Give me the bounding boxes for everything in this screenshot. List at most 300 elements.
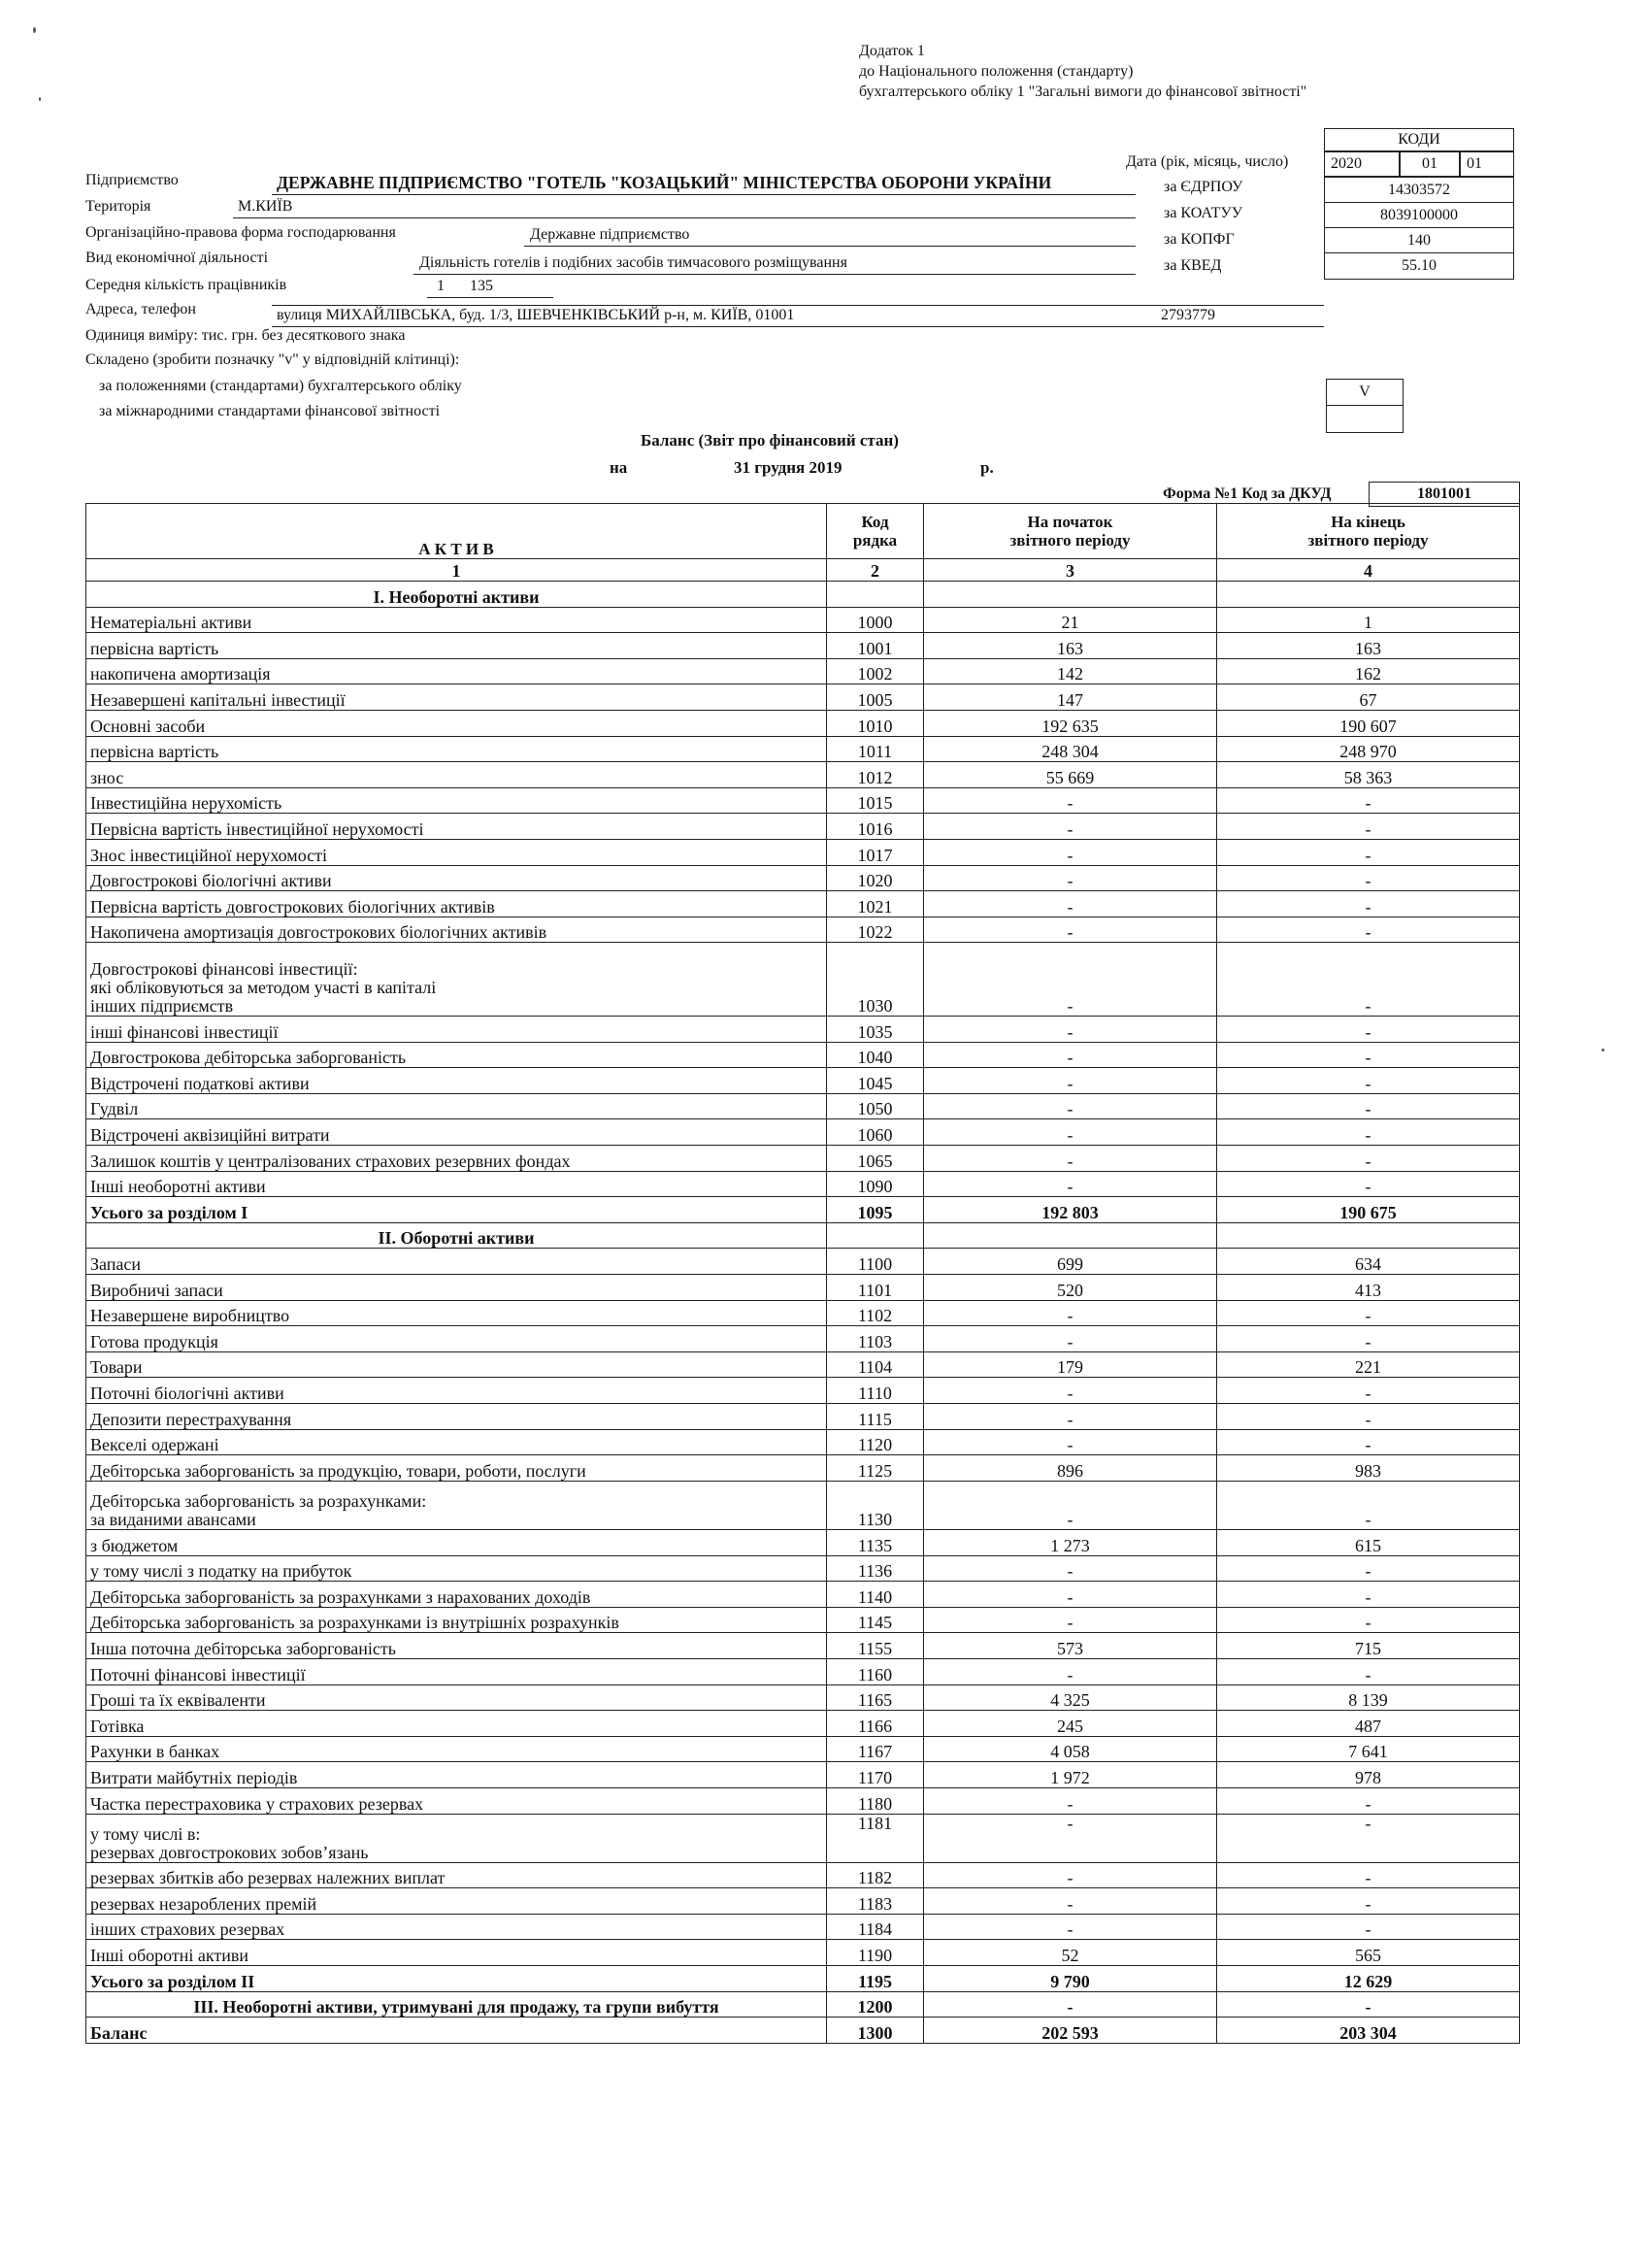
row-name: Товари <box>86 1351 827 1378</box>
row-code: 1102 <box>827 1300 924 1326</box>
row-name: Запаси <box>86 1249 827 1275</box>
table-row <box>86 1736 1520 1762</box>
row-end-value: - <box>1217 1991 1520 2018</box>
row-end-value: - <box>1217 1787 1520 1814</box>
row-code: 1200 <box>827 1991 924 2018</box>
row-end-value: 487 <box>1217 1711 1520 1737</box>
phone-value: 2793779 <box>1161 307 1215 323</box>
row-name: Відстрочені аквізиційні витрати <box>86 1119 827 1146</box>
row-name: Довгострокові фінансові інвестиції: які обліковуються за методом участі в капіталі інших підприємств <box>86 943 827 1017</box>
codes-header-box <box>1324 128 1514 151</box>
date-boxes <box>1324 151 1514 177</box>
row-end-value: - <box>1217 1888 1520 1915</box>
row-code: 1020 <box>827 865 924 891</box>
row-end-value: - <box>1217 1607 1520 1633</box>
appendix-line-3: бухгалтерського обліку 1 "Загальні вимоги до фінансової звітності" <box>859 83 1307 100</box>
row-name: Довгострокова дебіторська заборгованість <box>86 1042 827 1068</box>
row-end-value: - <box>1217 1378 1520 1404</box>
row-start-value: - <box>924 1404 1217 1430</box>
row-end-value: - <box>1217 1429 1520 1455</box>
row-start-value: - <box>924 1914 1217 1940</box>
employees-prefix: 1 <box>437 278 445 294</box>
row-code: 1095 <box>827 1197 924 1223</box>
row-name: Поточні біологічні активи <box>86 1378 827 1404</box>
row-start-value: - <box>924 943 1217 1017</box>
row-start-value: - <box>924 1017 1217 1043</box>
row-name: Дебіторська заборгованість за продукцію, товари, роботи, послуги <box>86 1455 827 1482</box>
row-start-value: - <box>924 1991 1217 2018</box>
table-colnum-row <box>86 559 1520 582</box>
territory-value: М.КИЇВ <box>238 198 293 215</box>
row-start-value: - <box>924 1429 1217 1455</box>
row-end-value: 8 139 <box>1217 1684 1520 1711</box>
row-start-value: 202 593 <box>924 2018 1217 2044</box>
table-row <box>86 658 1520 684</box>
row-end-value: 190 675 <box>1217 1197 1520 1223</box>
row-start-value: - <box>924 1658 1217 1684</box>
row-start-value: 699 <box>924 1249 1217 1275</box>
row-name: інші фінансові інвестиції <box>86 1017 827 1043</box>
date-year: 2020 <box>1324 151 1400 177</box>
row-start-value: - <box>924 1119 1217 1146</box>
row-start-value: 520 <box>924 1275 1217 1301</box>
date-month: 01 <box>1400 151 1460 177</box>
row-start-value <box>924 1222 1217 1249</box>
row-start-value: - <box>924 1555 1217 1582</box>
row-name: у тому числі з податку на прибуток <box>86 1555 827 1582</box>
territory-label: Територія <box>85 198 151 215</box>
colnum-2: 2 <box>827 559 924 582</box>
report-on: на <box>610 458 628 477</box>
row-name: з бюджетом <box>86 1529 827 1555</box>
row-code: 1000 <box>827 607 924 633</box>
row-name: резервах збитків або резервах належних виплат <box>86 1862 827 1888</box>
row-end-value: - <box>1217 1404 1520 1430</box>
table-row <box>86 1991 1520 2018</box>
row-name: інших страхових резервах <box>86 1914 827 1940</box>
colnum-4: 4 <box>1217 559 1520 582</box>
row-code: 1012 <box>827 762 924 788</box>
row-code: 1011 <box>827 736 924 762</box>
employees-value: 135 <box>470 278 493 294</box>
row-end-value: 162 <box>1217 658 1520 684</box>
row-name: Рахунки в банках <box>86 1736 827 1762</box>
colnum-3: 3 <box>924 559 1217 582</box>
row-code <box>827 582 924 608</box>
row-start-value: - <box>924 917 1217 943</box>
row-code: 1184 <box>827 1914 924 1940</box>
row-name: Накопичена амортизація довгострокових біологічних активів <box>86 917 827 943</box>
row-code: 1040 <box>827 1042 924 1068</box>
appendix-line-1: Додаток 1 <box>859 43 925 59</box>
row-name: накопичена амортизація <box>86 658 827 684</box>
table-row <box>86 1555 1520 1582</box>
row-code: 1170 <box>827 1762 924 1788</box>
row-start-value: - <box>924 1171 1217 1197</box>
row-name: у тому числі в: резервах довгострокових зобов’язань <box>86 1814 827 1862</box>
row-code: 1103 <box>827 1326 924 1352</box>
row-code: 1140 <box>827 1582 924 1608</box>
row-end-value: 58 363 <box>1217 762 1520 788</box>
row-name: Гудвіл <box>86 1093 827 1119</box>
row-name: III. Необоротні активи, утримувані для продажу, та групи вибуття <box>86 1991 827 2018</box>
row-start-value: 245 <box>924 1711 1217 1737</box>
row-end-value: 190 607 <box>1217 710 1520 736</box>
table-row <box>86 762 1520 788</box>
row-start-value: - <box>924 1862 1217 1888</box>
row-start-value: - <box>924 1607 1217 1633</box>
employees-label: Середня кількість працівників <box>85 277 287 293</box>
row-start-value: 52 <box>924 1940 1217 1966</box>
row-code: 1190 <box>827 1940 924 1966</box>
row-code: 1002 <box>827 658 924 684</box>
row-start-value: - <box>924 1814 1217 1862</box>
row-end-value: 983 <box>1217 1455 1520 1482</box>
table-row <box>86 814 1520 840</box>
edrpou-label: за ЄДРПОУ <box>1164 179 1243 195</box>
national-mark-box: V <box>1326 379 1404 406</box>
enterprise-label: Підприємство <box>85 172 179 188</box>
row-name: Інша поточна дебіторська заборгованість <box>86 1633 827 1659</box>
table-row <box>86 1455 1520 1482</box>
section-row <box>86 582 1520 608</box>
row-end-value: 12 629 <box>1217 1966 1520 1992</box>
row-code: 1021 <box>827 891 924 917</box>
row-end-value: 634 <box>1217 1249 1520 1275</box>
row-name: Дебіторська заборгованість за розрахунками із внутрішніх розрахунків <box>86 1607 827 1633</box>
table-row <box>86 1711 1520 1737</box>
row-start-value: 4 325 <box>924 1684 1217 1711</box>
row-start-value: - <box>924 1326 1217 1352</box>
row-code: 1166 <box>827 1711 924 1737</box>
table-row <box>86 917 1520 943</box>
row-name: первісна вартість <box>86 736 827 762</box>
by-international-label: за міжнародними стандартами фінансової звітності <box>99 403 441 419</box>
row-start-value: 896 <box>924 1455 1217 1482</box>
table-row <box>86 1042 1520 1068</box>
row-end-value: - <box>1217 1093 1520 1119</box>
row-start-value: 1 972 <box>924 1762 1217 1788</box>
row-name: Поточні фінансові інвестиції <box>86 1658 827 1684</box>
address-label: Адреса, телефон <box>85 301 196 317</box>
row-end-value: - <box>1217 891 1520 917</box>
row-start-value: - <box>924 814 1217 840</box>
row-name: Незавершене виробництво <box>86 1300 827 1326</box>
row-name: Інші оборотні активи <box>86 1940 827 1966</box>
row-start-value: - <box>924 1146 1217 1172</box>
row-code: 1001 <box>827 633 924 659</box>
row-end-value: - <box>1217 1814 1520 1862</box>
row-code: 1167 <box>827 1736 924 1762</box>
row-name: Гроші та їх еквіваленти <box>86 1684 827 1711</box>
table-row <box>86 1607 1520 1633</box>
table-row <box>86 1529 1520 1555</box>
row-end-value: 715 <box>1217 1633 1520 1659</box>
row-start-value: - <box>924 1378 1217 1404</box>
report-year-suffix: р. <box>980 458 994 477</box>
table-row <box>86 684 1520 711</box>
row-name: Дебіторська заборгованість за розрахунками: за виданими авансами <box>86 1481 827 1529</box>
row-start-value: - <box>924 1042 1217 1068</box>
table-row <box>86 1146 1520 1172</box>
row-name: Знос інвестиційної нерухомості <box>86 839 827 865</box>
header-end: На кінець звітного періоду <box>1217 504 1520 559</box>
row-name: знос <box>86 762 827 788</box>
row-start-value: 192 635 <box>924 710 1217 736</box>
row-code: 1181 <box>827 1814 924 1862</box>
row-end-value: 221 <box>1217 1351 1520 1378</box>
table-row <box>86 1940 1520 1966</box>
row-code: 1010 <box>827 710 924 736</box>
row-code: 1035 <box>827 1017 924 1043</box>
row-name: Усього за розділом II <box>86 1966 827 1992</box>
row-start-value: - <box>924 1787 1217 1814</box>
table-row <box>86 1658 1520 1684</box>
row-end-value: 565 <box>1217 1940 1520 1966</box>
row-end-value: - <box>1217 1171 1520 1197</box>
row-end-value: 1 <box>1217 607 1520 633</box>
activity-value: Діяльність готелів і подібних засобів тимчасового розміщування <box>419 254 847 271</box>
table-row <box>86 1633 1520 1659</box>
table-row <box>86 1429 1520 1455</box>
row-start-value: - <box>924 839 1217 865</box>
table-row <box>86 1404 1520 1430</box>
table-row <box>86 865 1520 891</box>
row-name: Витрати майбутніх періодів <box>86 1762 827 1788</box>
activity-label: Вид економічної діяльності <box>85 250 269 266</box>
row-end-value: - <box>1217 839 1520 865</box>
date-label: Дата (рік, місяць, число) <box>1126 153 1289 170</box>
row-code: 1183 <box>827 1888 924 1915</box>
table-row <box>86 1119 1520 1146</box>
table-row <box>86 1378 1520 1404</box>
row-end-value <box>1217 1222 1520 1249</box>
header-code: Код рядка <box>827 504 924 559</box>
table-row <box>86 736 1520 762</box>
row-start-value: 573 <box>924 1633 1217 1659</box>
table-row <box>86 607 1520 633</box>
row-name: I. Необоротні активи <box>86 582 827 608</box>
row-code: 1195 <box>827 1966 924 1992</box>
table-row <box>86 1326 1520 1352</box>
by-national-label: за положеннями (стандартами) бухгалтерського обліку <box>99 378 462 394</box>
international-mark-box <box>1326 406 1404 433</box>
row-name: Нематеріальні активи <box>86 607 827 633</box>
row-end-value: - <box>1217 1481 1520 1529</box>
table-row <box>86 839 1520 865</box>
section-row <box>86 1222 1520 1249</box>
table-row <box>86 1275 1520 1301</box>
row-end-value: - <box>1217 1914 1520 1940</box>
row-name: Депозити перестрахування <box>86 1404 827 1430</box>
legal-form-value: Державне підприємство <box>530 226 690 243</box>
row-code: 1130 <box>827 1481 924 1529</box>
row-start-value: 163 <box>924 633 1217 659</box>
row-start-value: - <box>924 1481 1217 1529</box>
row-end-value: - <box>1217 787 1520 814</box>
row-start-value: - <box>924 891 1217 917</box>
row-code: 1045 <box>827 1068 924 1094</box>
row-name: первісна вартість <box>86 633 827 659</box>
table-row <box>86 1481 1520 1529</box>
row-end-value: - <box>1217 1017 1520 1043</box>
row-end-value: - <box>1217 1146 1520 1172</box>
date-day: 01 <box>1460 151 1514 177</box>
row-code: 1030 <box>827 943 924 1017</box>
row-start-value: 4 058 <box>924 1736 1217 1762</box>
scan-speck <box>33 27 36 33</box>
compiled-label: Складено (зробити позначку "v" у відповідній клітинці): <box>85 351 460 368</box>
form-code: 1801001 <box>1369 482 1520 507</box>
row-code: 1160 <box>827 1658 924 1684</box>
row-code: 1100 <box>827 1249 924 1275</box>
table-row <box>86 1017 1520 1043</box>
row-code: 1300 <box>827 2018 924 2044</box>
table-row <box>86 1862 1520 1888</box>
row-end-value: 67 <box>1217 684 1520 711</box>
appendix-line-2: до Національного положення (стандарту) <box>859 63 1134 80</box>
row-start-value: - <box>924 1093 1217 1119</box>
row-name: Інвестиційна нерухомість <box>86 787 827 814</box>
row-end-value: - <box>1217 1326 1520 1352</box>
row-name: Векселі одержані <box>86 1429 827 1455</box>
row-start-value: - <box>924 1582 1217 1608</box>
row-start-value: - <box>924 1068 1217 1094</box>
row-start-value: - <box>924 787 1217 814</box>
row-start-value: 55 669 <box>924 762 1217 788</box>
row-start-value: - <box>924 1300 1217 1326</box>
row-end-value: - <box>1217 1300 1520 1326</box>
row-code: 1120 <box>827 1429 924 1455</box>
row-start-value: 192 803 <box>924 1197 1217 1223</box>
row-name: Дебіторська заборгованість за розрахунками з нарахованих доходів <box>86 1582 827 1608</box>
row-name: Готівка <box>86 1711 827 1737</box>
row-start-value: 248 304 <box>924 736 1217 762</box>
row-code: 1005 <box>827 684 924 711</box>
row-start-value: 21 <box>924 607 1217 633</box>
row-end-value: 163 <box>1217 633 1520 659</box>
row-name: Довгострокові біологічні активи <box>86 865 827 891</box>
row-code: 1115 <box>827 1404 924 1430</box>
row-code: 1180 <box>827 1787 924 1814</box>
row-code: 1104 <box>827 1351 924 1378</box>
row-code: 1125 <box>827 1455 924 1482</box>
row-end-value: - <box>1217 1658 1520 1684</box>
row-end-value: 615 <box>1217 1529 1520 1555</box>
legal-form-label: Організаційно-правова форма господарювання <box>85 224 396 241</box>
row-code: 1017 <box>827 839 924 865</box>
row-code: 1015 <box>827 787 924 814</box>
row-code: 1090 <box>827 1171 924 1197</box>
row-code: 1060 <box>827 1119 924 1146</box>
row-end-value: - <box>1217 1862 1520 1888</box>
row-end-value: - <box>1217 943 1520 1017</box>
form-label: Форма №1 Код за ДКУД <box>1163 485 1332 502</box>
row-start-value: 147 <box>924 684 1217 711</box>
row-name: Первісна вартість інвестиційної нерухомості <box>86 814 827 840</box>
table-row <box>86 1093 1520 1119</box>
row-end-value: - <box>1217 814 1520 840</box>
row-name: Інші необоротні активи <box>86 1171 827 1197</box>
kved-label: за КВЕД <box>1164 257 1222 274</box>
row-end-value: 248 970 <box>1217 736 1520 762</box>
address-value: вулиця МИХАЙЛІВСЬКА, буд. 1/3, ШЕВЧЕНКІВСЬКИЙ р-н, м. КИЇВ, 01001 <box>277 307 795 323</box>
row-name: II. Оборотні активи <box>86 1222 827 1249</box>
row-name: Виробничі запаси <box>86 1275 827 1301</box>
kved-value: 55.10 <box>1324 252 1514 280</box>
row-code: 1155 <box>827 1633 924 1659</box>
table-row <box>86 1197 1520 1223</box>
report-title: Баланс (Звіт про фінансовий стан) <box>641 431 899 450</box>
row-code: 1101 <box>827 1275 924 1301</box>
row-end-value <box>1217 582 1520 608</box>
table-row <box>86 1914 1520 1940</box>
balance-table <box>85 503 1520 2044</box>
row-code: 1135 <box>827 1529 924 1555</box>
table-row <box>86 1762 1520 1788</box>
row-code: 1136 <box>827 1555 924 1582</box>
row-name: Первісна вартість довгострокових біологічних активів <box>86 891 827 917</box>
table-row <box>86 1068 1520 1094</box>
table-row <box>86 710 1520 736</box>
row-end-value: 203 304 <box>1217 2018 1520 2044</box>
table-row <box>86 1582 1520 1608</box>
table-row <box>86 1814 1520 1862</box>
row-end-value: - <box>1217 865 1520 891</box>
row-name: Баланс <box>86 2018 827 2044</box>
row-end-value: - <box>1217 1555 1520 1582</box>
row-start-value: 179 <box>924 1351 1217 1378</box>
kopfg-value: 140 <box>1324 227 1514 253</box>
table-row <box>86 943 1520 1017</box>
table-row <box>86 1351 1520 1378</box>
row-code: 1182 <box>827 1862 924 1888</box>
table-row <box>86 1249 1520 1275</box>
row-name: Усього за розділом I <box>86 1197 827 1223</box>
row-end-value: 413 <box>1217 1275 1520 1301</box>
row-name: Залишок коштів у централізованих страхових резервних фондах <box>86 1146 827 1172</box>
unit-label: Одиниця виміру: тис. грн. без десяткового знака <box>85 327 406 344</box>
row-code: 1145 <box>827 1607 924 1633</box>
report-date: 31 грудня 2019 <box>734 458 843 477</box>
table-row <box>86 891 1520 917</box>
row-name: Основні засоби <box>86 710 827 736</box>
row-end-value: - <box>1217 1119 1520 1146</box>
table-row <box>86 1684 1520 1711</box>
table-row <box>86 1300 1520 1326</box>
row-code: 1165 <box>827 1684 924 1711</box>
row-start-value: - <box>924 865 1217 891</box>
row-code: 1110 <box>827 1378 924 1404</box>
codes-header: КОДИ <box>1324 128 1514 151</box>
row-name: резервах незароблених премій <box>86 1888 827 1915</box>
row-name: Незавершені капітальні інвестиції <box>86 684 827 711</box>
enterprise-name: ДЕРЖАВНЕ ПІДПРИЄМСТВО "ГОТЕЛЬ "КОЗАЦЬКИЙ" МІНІСТЕРСТВА ОБОРОНИ УКРАЇНИ <box>277 173 1052 192</box>
row-end-value: 7 641 <box>1217 1736 1520 1762</box>
row-name: Відстрочені податкові активи <box>86 1068 827 1094</box>
scan-speck <box>1602 1049 1604 1051</box>
table-row <box>86 1787 1520 1814</box>
row-start-value: 142 <box>924 658 1217 684</box>
row-end-value: - <box>1217 1068 1520 1094</box>
row-code: 1022 <box>827 917 924 943</box>
row-code <box>827 1222 924 1249</box>
table-header-row <box>86 504 1520 559</box>
row-code: 1016 <box>827 814 924 840</box>
row-name: Частка перестраховика у страхових резервах <box>86 1787 827 1814</box>
header-start: На початок звітного періоду <box>924 504 1217 559</box>
table-row <box>86 1888 1520 1915</box>
